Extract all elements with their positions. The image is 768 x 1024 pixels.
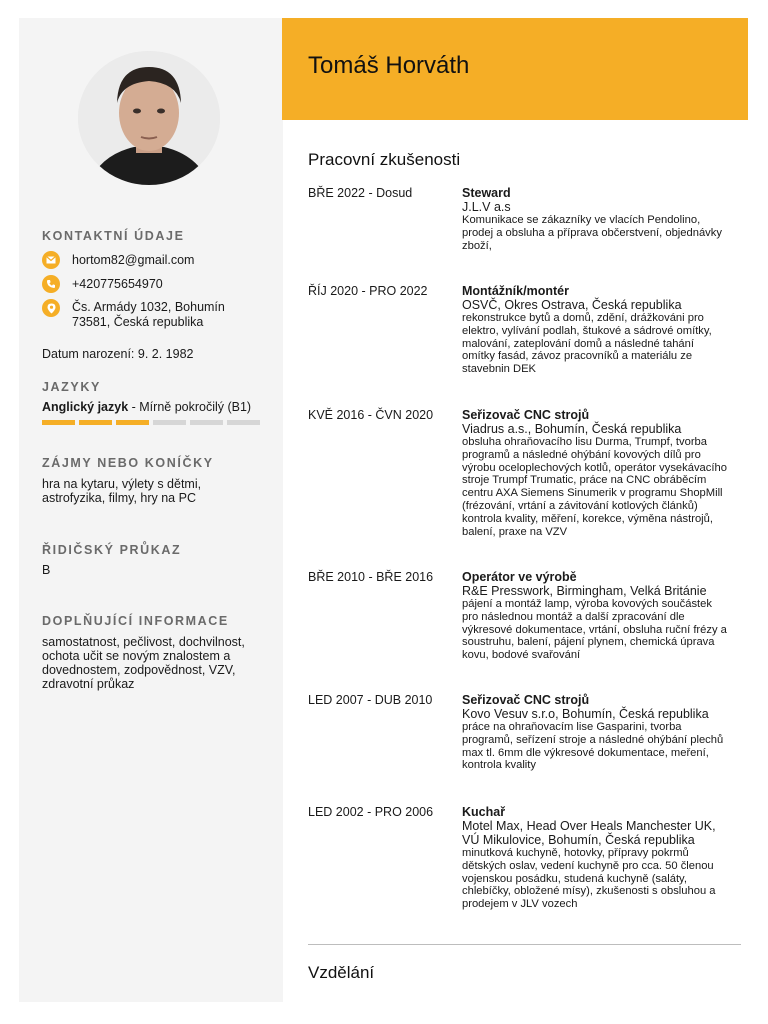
job-date: BŘE 2022 - Dosud — [308, 186, 413, 200]
profile-photo — [78, 51, 220, 185]
job-role: Seřizovač CNC strojů — [462, 693, 590, 707]
hobbies-section-title: ZÁJMY NEBO KONÍČKY — [42, 456, 214, 470]
job-role: Kuchař — [462, 805, 506, 819]
language-level-segment — [227, 420, 260, 425]
language-level: - Mírně pokročilý (B1) — [128, 400, 252, 414]
contact-email — [42, 251, 194, 269]
job-description: rekonstrukce bytů a domů, zdění, drážkováni pro elektro, vylívání podlah, štukové a sádrové omítky, malování, zateplování domů a následné tahání omítky fasád, závoz pracovníků a materiálu ze stavebnin DEK — [462, 312, 712, 376]
additional-text: samostatnost, pečlivost, dochvilnost, ochota učit se novým znalostem a dovednostem, zodpovědnost, VZV, zdravotní průkaz — [42, 635, 245, 691]
address-line-2: 73581, Česká republika — [72, 315, 204, 329]
job-company: J.L.V a.s — [462, 200, 511, 214]
license-text: B — [42, 563, 51, 577]
job-role: Seřizovač CNC strojů — [462, 408, 590, 422]
job-date: BŘE 2010 - BŘE 2016 — [308, 570, 434, 584]
experience-section-title: Pracovní zkušenosti — [308, 150, 461, 169]
address-line-1: Čs. Armády 1032, Bohumín — [72, 300, 225, 314]
phone-icon — [42, 275, 60, 293]
phone-text[interactable]: +420775654970 — [72, 277, 163, 291]
hobbies-text: hra na kytaru, výlety s dětmi, astrofyzika, filmy, hry na PC — [42, 477, 202, 505]
job-company: Viadrus a.s., Bohumín, Česká republika — [462, 422, 682, 436]
language-level-segment — [42, 420, 75, 425]
sidebar — [19, 18, 283, 1002]
language-entry — [42, 400, 267, 414]
language-level-segment — [190, 420, 223, 425]
job-date: ŘÍJ 2020 - PRO 2022 — [308, 284, 428, 298]
header-banner — [282, 18, 748, 120]
avatar-icon — [78, 51, 220, 185]
email-text[interactable]: hortom82@gmail.com — [72, 253, 195, 267]
job-date: KVĚ 2016 - ČVN 2020 — [308, 408, 434, 422]
contact-phone — [42, 275, 163, 293]
birth-date: Datum narození: 9. 2. 1982 — [42, 347, 194, 361]
language-level-segment — [116, 420, 149, 425]
additional-section-title: DOPLŇUJÍCÍ INFORMACE — [42, 614, 229, 628]
job-description: Komunikace se zákazníky ve vlacích Pendolino, prodej a obsluha a příprava občerstvení, objednávky zboží, — [462, 214, 722, 252]
job-role: Montážník/montér — [462, 284, 569, 298]
job-company: Motel Max, Head Over Heals Manchester UK, VÚ Mikulovice, Bohumín, Česká republika — [462, 819, 716, 847]
job-date: LED 2007 - DUB 2010 — [308, 693, 433, 707]
job-description: práce na ohraňovacím lise Gasparini, tvorba programů, seřízení stroje a následné ohýbání plechů max tl. 6mm dle výkresové dokumentace, meření, kontrola kvality — [462, 721, 724, 772]
job-description: obsluha ohraňovacího lisu Durma, Trumpf, tvorba programů a následné ohýbání kovových dílů pro výrobu oceloplechových kotlů, operátor vysekávacího stroje Trumpf Trumatic, práce na CNC obráběcím centru AXA Siemens Sinumerik v programu ShopMill (frézování, vrtání a závitování kotlových článků) kontrola kvality, měření, korekce, výměna nástrojů, balení, praxe na VZV — [462, 436, 727, 538]
education-section-title: Vzdělání — [308, 963, 375, 982]
job-company: OSVČ, Okres Ostrava, Česká republika — [462, 298, 682, 312]
languages-section-title: JAZYKY — [42, 380, 101, 394]
language-level-segment — [153, 420, 186, 425]
job-role: Operátor ve výrobě — [462, 570, 577, 584]
language-level-segment — [79, 420, 112, 425]
license-section-title: ŘIDIČSKÝ PRŮKAZ — [42, 543, 182, 557]
person-name: Tomáš Horváth — [308, 52, 470, 79]
contact-address — [42, 299, 225, 330]
location-pin-icon — [42, 299, 60, 317]
job-description: pájení a montáž lamp, výroba kovových součástek pro následnou montáž a další zpracování dle výkresové dokumentace, vrtání, obsluha ruční frézy a soustruhu, balení, pájení plynem, chemická úprava kovu, bodové svařování — [462, 598, 727, 662]
job-date: LED 2002 - PRO 2006 — [308, 805, 434, 819]
language-level-bar — [42, 420, 260, 425]
job-role: Steward — [462, 186, 511, 200]
job-company: R&E Presswork, Birmingham, Velká Británie — [462, 584, 707, 598]
job-company: Kovo Vesuv s.r.o, Bohumín, Česká republika — [462, 707, 709, 721]
contact-section-title: KONTAKTNÍ ÚDAJE — [42, 229, 185, 243]
section-divider — [308, 944, 741, 945]
job-description: minutková kuchyně, hotovky, přípravy pokrmů dětských oslav, vedení kuchyně pro cca. 50 členou vojenskou posádku, studená kuchyně (saláty, chlebíčky, obložené mísy), zkušenosti s obsluhou a prodejem v JLV vozech — [462, 847, 716, 911]
email-icon — [42, 251, 60, 269]
language-name: Anglický jazyk — [42, 400, 129, 414]
